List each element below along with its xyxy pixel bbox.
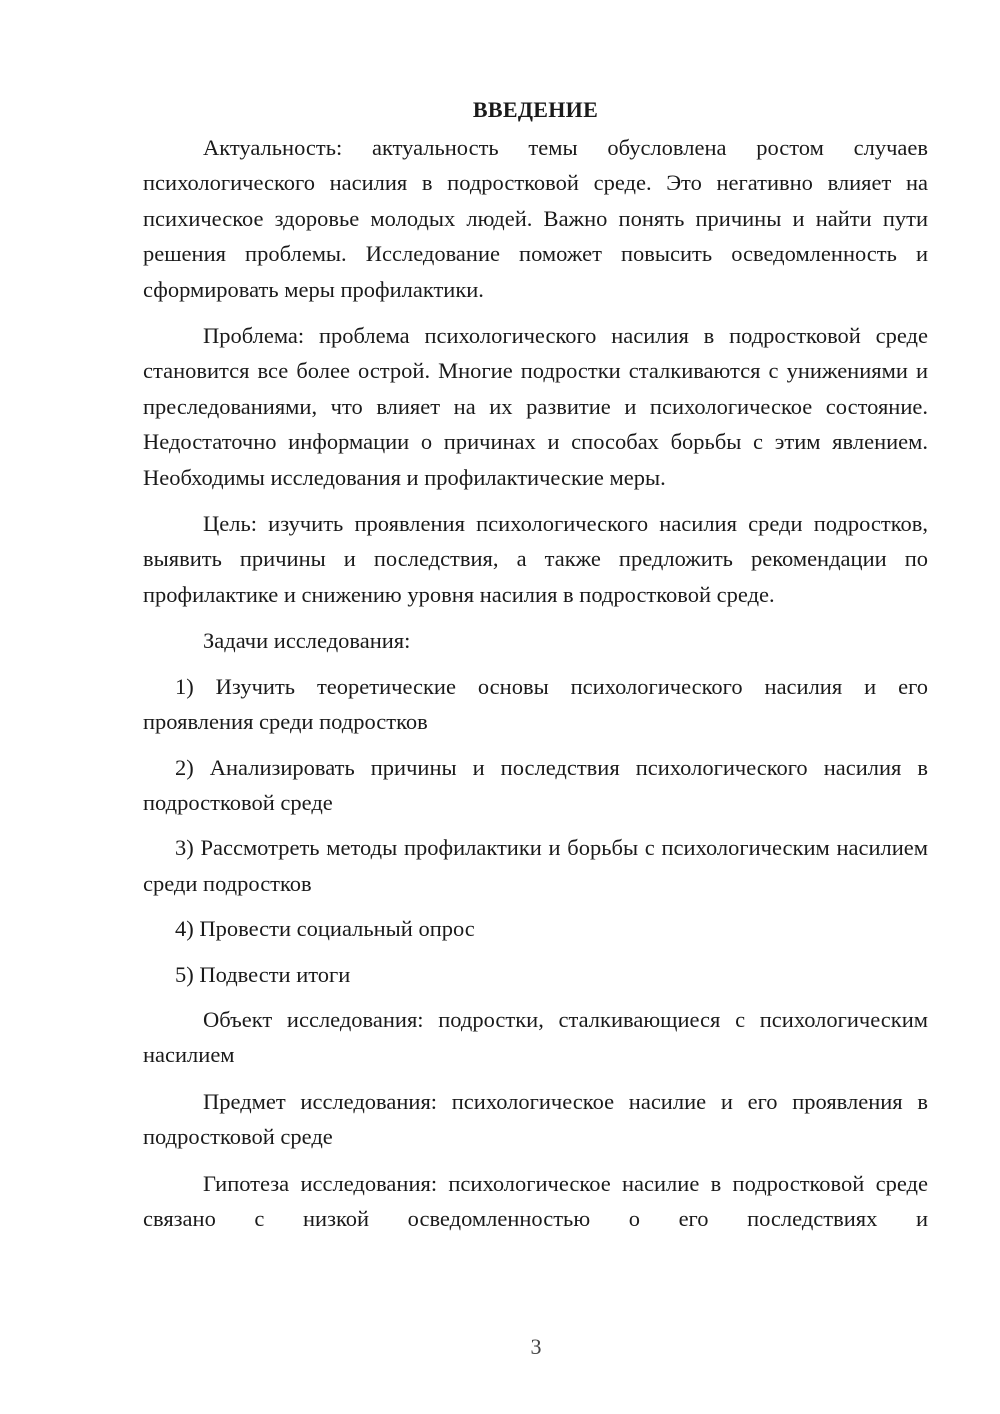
task-item-3: 3) Рассмотреть методы профилактики и борьбы с психологическим насилием среди подростков — [143, 835, 928, 896]
goal-paragraph: Цель: изучить проявления психологического насилия среди подростков, выявить причины и последствия, а также предложить рекомендации по профилактике и снижению уровня насилия в подростковой среде. — [143, 511, 928, 607]
task-item-5: 5) Подвести итоги — [175, 961, 351, 987]
page-number: 3 — [530, 1334, 542, 1359]
document-page — [143, 92, 928, 1247]
section-heading: ВВЕДЕНИЕ — [472, 97, 599, 122]
hypothesis-paragraph: Гипотеза исследования: психологическое насилие в подростковой среде связано с низкой осведомленностью о его последствиях и — [143, 1170, 928, 1231]
subject-paragraph: Предмет исследования: психологическое насилие и его проявления в подростковой среде — [143, 1088, 928, 1150]
task-item-2: 2) Анализировать причины и последствия психологического насилия в подростковой среде — [143, 754, 928, 815]
task-item-1: 1) Изучить теоретические основы психологического насилия и его проявления среди подростков — [143, 673, 928, 735]
task-item-4: 4) Провести социальный опрос — [175, 916, 475, 942]
tasks-title: Задачи исследования: — [203, 628, 411, 654]
relevance-paragraph: Актуальность: актуальность темы обусловлена ростом случаев психологического насилия в подростковой среде. Это негативно влияет на психическое здоровье молодых людей. Важно понять причины и найти пути решения проблемы. Исследование поможет повысить осведомленность и сформировать меры профилактики. — [143, 135, 928, 302]
problem-paragraph: Проблема: проблема психологического насилия в подростковой среде становится все более острой. Многие подростки сталкиваются с унижениями и преследованиями, что влияет на их развитие и психологическое состояние. Недостаточно информации о причинах и способах борьбы с этим явлением. Необходимы исследования и профилактические меры. — [143, 323, 928, 490]
object-paragraph: Объект исследования: подростки, сталкивающиеся с психологическим насилием — [143, 1006, 928, 1068]
